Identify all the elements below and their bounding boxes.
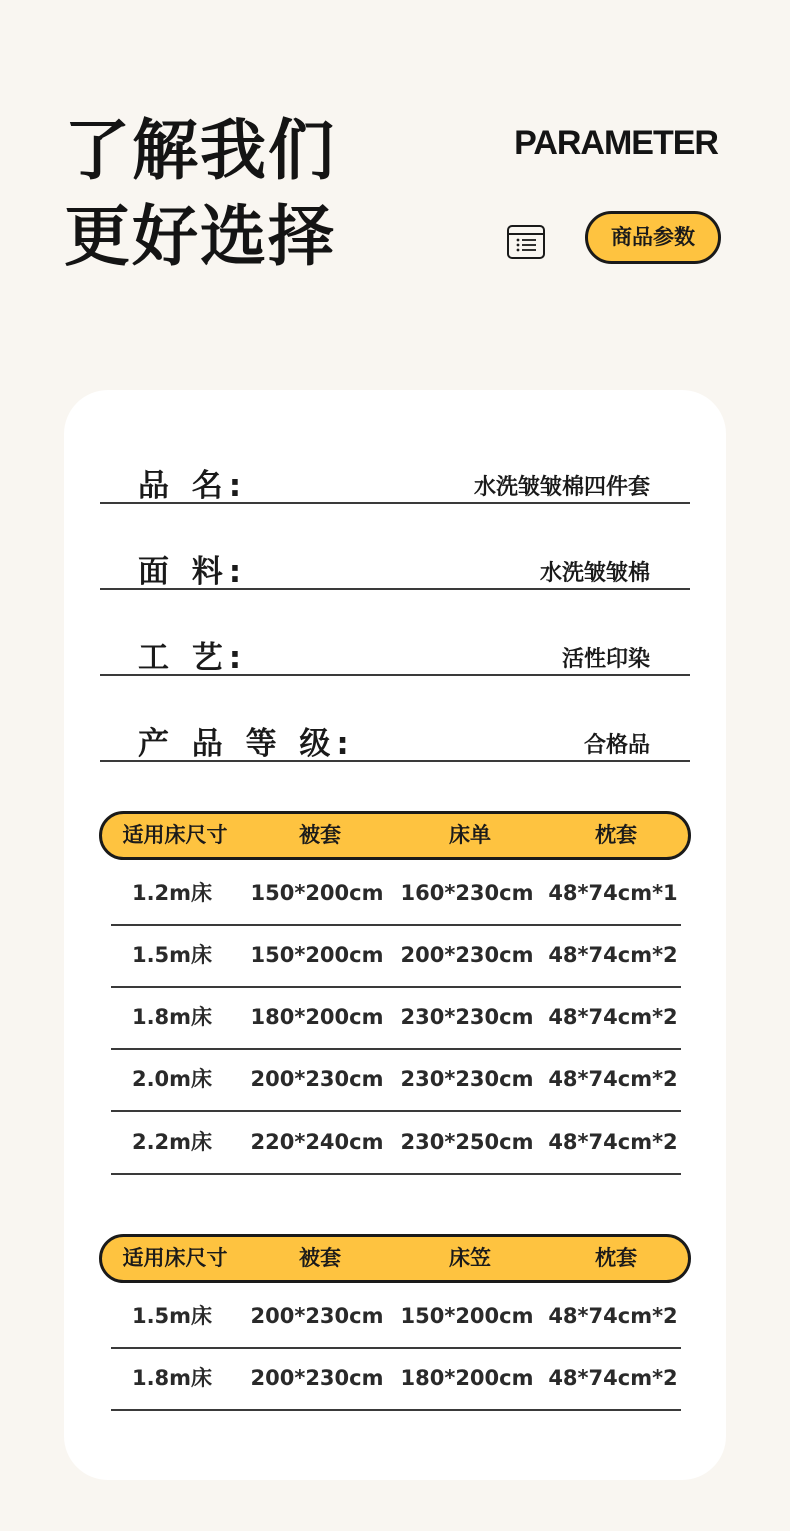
- table-cell: 48*74cm*2: [548, 1067, 678, 1091]
- info-row-product-name: [100, 416, 690, 504]
- table-cell: 180*200cm: [400, 1366, 534, 1390]
- table-cell: 230*250cm: [400, 1130, 534, 1154]
- info-label: 工 艺:: [138, 640, 248, 676]
- info-row-grade: [100, 674, 690, 762]
- table-cell: 160*230cm: [400, 881, 534, 905]
- size-table-header: [99, 1234, 691, 1283]
- page-title-line-2: 更好选择: [64, 198, 336, 275]
- header-cell: 枕套: [595, 823, 637, 847]
- header-cell: 被套: [299, 1246, 341, 1270]
- table-cell: 230*230cm: [400, 1067, 534, 1091]
- header-cell: 被套: [299, 823, 341, 847]
- info-value: 水洗皱皱棉四件套: [473, 475, 650, 500]
- info-row-fabric: [100, 502, 690, 590]
- table-cell: 230*230cm: [400, 1005, 534, 1029]
- table-cell: 1.8m床: [131, 1005, 213, 1029]
- table-cell: 200*230cm: [400, 943, 534, 967]
- table-row: [111, 1049, 681, 1112]
- table-cell: 48*74cm*2: [548, 1304, 678, 1328]
- table-cell: 48*74cm*2: [548, 943, 678, 967]
- table-cell: 150*200cm: [250, 943, 384, 967]
- info-label: 面 料:: [138, 554, 248, 590]
- table-cell: 2.0m床: [131, 1067, 213, 1091]
- header-cell: 枕套: [595, 1246, 637, 1270]
- page-title: [64, 108, 336, 280]
- parameter-card: [64, 390, 726, 1480]
- table-cell: 1.5m床: [131, 1304, 213, 1328]
- table-cell: 1.5m床: [131, 943, 213, 967]
- table-row: [111, 1286, 681, 1349]
- table-cell: 150*200cm: [400, 1304, 534, 1328]
- page-title-line-1: 了解我们: [64, 112, 336, 189]
- table-cell: 48*74cm*1: [548, 881, 678, 905]
- document-list-icon: [507, 225, 545, 259]
- table-cell: 1.8m床: [131, 1366, 213, 1390]
- table-cell: 220*240cm: [250, 1130, 384, 1154]
- info-value: 水洗皱皱棉: [539, 561, 650, 586]
- table-row: [111, 1348, 681, 1411]
- table-cell: 200*230cm: [250, 1366, 384, 1390]
- info-label: 品 名:: [138, 468, 248, 504]
- table-cell: 200*230cm: [250, 1304, 384, 1328]
- table-row: [111, 1112, 681, 1175]
- table-cell: 180*200cm: [250, 1005, 384, 1029]
- parameter-heading: PARAMETER: [514, 124, 718, 162]
- table-cell: 48*74cm*2: [548, 1005, 678, 1029]
- header-cell: 床单: [449, 823, 491, 847]
- table-cell: 150*200cm: [250, 881, 384, 905]
- product-params-badge: 商品参数: [585, 211, 721, 264]
- table-cell: 48*74cm*2: [548, 1130, 678, 1154]
- table-row: [111, 987, 681, 1050]
- table-cell: 1.2m床: [131, 881, 213, 905]
- size-table-header: [99, 811, 691, 860]
- table-row: [111, 925, 681, 988]
- header-cell: 床笠: [449, 1246, 491, 1270]
- info-value: 活性印染: [561, 647, 650, 672]
- table-cell: 200*230cm: [250, 1067, 384, 1091]
- info-row-craft: [100, 588, 690, 676]
- header-cell: 适用床尺寸: [122, 1246, 228, 1270]
- info-value: 合格品: [583, 733, 650, 758]
- table-row: [111, 863, 681, 926]
- header-cell: 适用床尺寸: [122, 823, 228, 847]
- table-cell: 48*74cm*2: [548, 1366, 678, 1390]
- info-label: 产 品 等 级:: [138, 726, 355, 762]
- table-cell: 2.2m床: [131, 1130, 213, 1154]
